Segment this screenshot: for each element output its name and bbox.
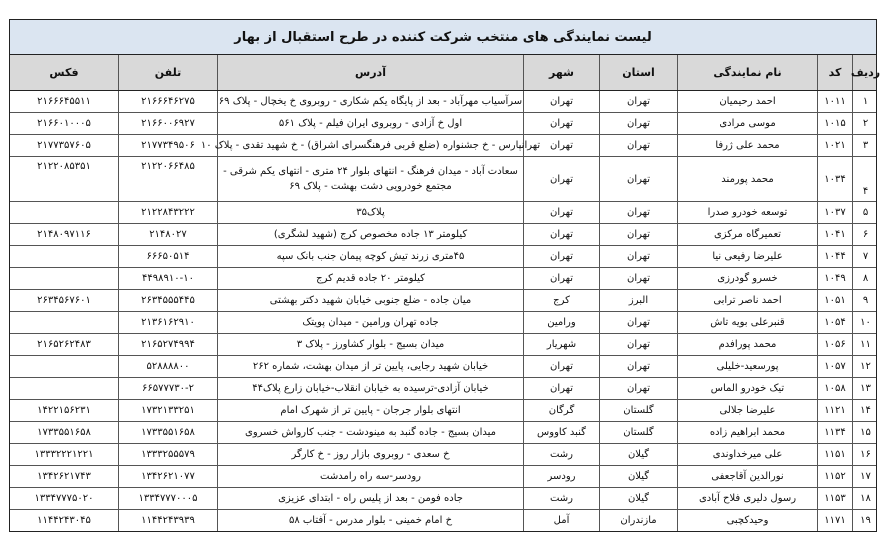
header-row: ردیف <box>850 66 881 79</box>
row-number-cell: ۱۳ <box>860 383 871 394</box>
code-cell: ۱۰۳۷ <box>818 202 853 223</box>
fax-cell: ۱۱۴۴۲۴۳۰۴۵ <box>10 510 119 531</box>
fax-cell: ۲۱۷۷۳۵۷۶۰۵ <box>10 135 119 156</box>
table-body <box>10 91 876 531</box>
row-number-cell: ۱۷ <box>860 471 871 482</box>
fax-cell: ۲۱۶۶۰۱۰۰۰۵ <box>10 113 119 134</box>
agency-cell: علیرضا جلالی <box>678 400 818 421</box>
table-row <box>10 202 876 224</box>
code-cell: ۱۱۷۱ <box>818 510 853 531</box>
address-cell: خیابان شهید رجایی، پایین تر از میدان بهشت، شماره ۲۶۲ <box>218 356 524 377</box>
address-cell: تهرانپارس - خ جشنواره (ضلع قربی فرهنگسرای اشراق) - خ شهید تقدی - پلاک ۱۰ <box>218 135 524 156</box>
code-cell: ۱۰۵۱ <box>818 290 853 311</box>
province-cell: گیلان <box>600 466 678 487</box>
city-cell: رشت <box>524 444 600 465</box>
table-row <box>10 91 876 113</box>
table-row <box>10 422 876 444</box>
agency-table <box>9 19 881 532</box>
city-cell: کرج <box>524 290 600 311</box>
province-cell: تهران <box>600 268 678 289</box>
row-number-cell: ۱۵ <box>860 427 871 438</box>
row-number-cell: ۱۲ <box>860 361 871 372</box>
table-row <box>10 157 876 202</box>
city-cell: شهریار <box>524 334 600 355</box>
phone-cell: ۲۱۶۶۶۴۶۲۷۵ <box>119 91 218 112</box>
address-cell: جاده تهران ورامین - میدان پویتک <box>218 312 524 333</box>
code-cell: ۱۰۱۵ <box>818 113 853 134</box>
row-number-cell: ۱۴ <box>860 405 871 416</box>
fax-cell <box>10 246 119 267</box>
table-row <box>10 400 876 422</box>
code-cell: ۱۰۵۷ <box>818 356 853 377</box>
agency-cell: وحیدکچبی <box>678 510 818 531</box>
agency-cell: محمد پورمند <box>678 157 818 201</box>
table-row <box>10 290 876 312</box>
address-cell: کیلومتر ۱۳ جاده مخصوص کرج (شهید لشگری) <box>218 224 524 245</box>
agency-cell: نورالدین آقاجعفی <box>678 466 818 487</box>
address-cell: خ امام خمینی - بلوار مدرس - آفتاب ۵۸ <box>218 510 524 531</box>
header-province: استان <box>600 55 678 90</box>
table-header-row <box>10 55 881 91</box>
code-cell: ۱۱۳۴ <box>818 422 853 443</box>
province-cell: البرز <box>600 290 678 311</box>
fax-cell: ۲۱۶۶۶۴۵۵۱۱ <box>10 91 119 112</box>
table-row <box>10 135 876 157</box>
fax-cell: ۱۳۴۲۶۲۱۷۴۳ <box>10 466 119 487</box>
code-cell: ۱۱۵۱ <box>818 444 853 465</box>
table-row <box>10 312 876 334</box>
province-cell: تهران <box>600 113 678 134</box>
table-row <box>10 444 876 466</box>
address-cell: پلاک۳۵ <box>218 202 524 223</box>
province-cell: تهران <box>600 224 678 245</box>
code-cell: ۱۰۲۱ <box>818 135 853 156</box>
phone-cell: ۲۱۶۶۰۰۶۹۲۷ <box>119 113 218 134</box>
province-cell: تهران <box>600 202 678 223</box>
header-city: شهر <box>524 55 600 90</box>
fax-cell: ۲۶۳۴۵۶۷۶۰۱ <box>10 290 119 311</box>
table-row <box>10 246 876 268</box>
province-cell: گلستان <box>600 400 678 421</box>
city-cell: رشت <box>524 488 600 509</box>
agency-cell: رسول دلیری فلاح آبادی <box>678 488 818 509</box>
address-cell: خیابان آزادی-ترسیده به خیابان انقلاب-خیابان زارع پلاک۴۴ <box>218 378 524 399</box>
address-cell: خ سعدی - روبروی بازار روز - خ کارگر <box>218 444 524 465</box>
phone-cell: ۲۱۳۶۱۶۲۹۱۰ <box>119 312 218 333</box>
city-cell: رودسر <box>524 466 600 487</box>
phone-cell: ۱۱۴۴۲۴۳۹۳۹ <box>119 510 218 531</box>
agency-cell: محمد پورافدم <box>678 334 818 355</box>
fax-cell <box>10 268 119 289</box>
province-cell: گیلان <box>600 488 678 509</box>
address-cell: میدان بسیج - بلوار کشاورز - پلاک ۳ <box>218 334 524 355</box>
code-cell: ۱۰۴۹ <box>818 268 853 289</box>
row-number-cell: ۳ <box>862 140 869 151</box>
table-title: لیست نمایندگی های منتخب شرکت کننده در طرح استقبال از بهار <box>10 20 876 55</box>
agency-cell: علیرضا رفیعی نیا <box>678 246 818 267</box>
row-number-cell: ۵ <box>862 207 869 218</box>
code-cell: ۱۱۵۲ <box>818 466 853 487</box>
table-row <box>10 356 876 378</box>
code-cell: ۱۰۵۴ <box>818 312 853 333</box>
fax-cell <box>10 356 119 377</box>
code-cell: ۱۰۴۴ <box>818 246 853 267</box>
fax-cell <box>10 202 119 223</box>
agency-cell: پورسعید-خلیلی <box>678 356 818 377</box>
header-code: کد <box>818 55 853 90</box>
code-cell: ۱۱۵۳ <box>818 488 853 509</box>
city-cell: تهران <box>524 268 600 289</box>
agency-cell: محمد علی ژرفا <box>678 135 818 156</box>
address-cell: رودسر-سه راه رامدشت <box>218 466 524 487</box>
province-cell: تهران <box>600 312 678 333</box>
fax-cell: ۱۳۳۳۲۲۲۱۲۲۱ <box>10 444 119 465</box>
code-cell: ۱۰۳۴ <box>818 157 853 201</box>
address-cell: انتهای بلوار جرجان - پایین تر از شهرک امام <box>218 400 524 421</box>
row-number-cell: ۴ <box>862 186 869 197</box>
city-cell: ورامین <box>524 312 600 333</box>
header-phone: تلفن <box>119 55 218 90</box>
province-cell: تهران <box>600 246 678 267</box>
address-cell: میان جاده - ضلع جنوبی خیابان شهید دکتر بهشتی <box>218 290 524 311</box>
fax-cell <box>10 378 119 399</box>
city-cell: تهران <box>524 378 600 399</box>
fax-cell: ۱۳۳۴۷۷۷۵۰۲۰ <box>10 488 119 509</box>
agency-cell: علی میرخداوندی <box>678 444 818 465</box>
header-fax: فکس <box>10 55 119 90</box>
fax-cell <box>10 312 119 333</box>
address-cell: سعادت آباد - میدان فرهنگ - انتهای بلوار ۲۴ متری - انتهای یکم شرقی - مجتمع خودرویی دشت بهشت - پلاک ۶۹ <box>218 157 524 201</box>
phone-cell: ۲۱۶۵۲۷۴۹۹۴ <box>119 334 218 355</box>
city-cell: تهران <box>524 224 600 245</box>
province-cell: تهران <box>600 135 678 156</box>
address-cell: ۴۵متری زرند تیش کوچه پیمان جنب بانک سپه <box>218 246 524 267</box>
province-cell: تهران <box>600 91 678 112</box>
row-number-cell: ۱۱ <box>860 339 871 350</box>
agency-cell: تعمیرگاه مرکزی <box>678 224 818 245</box>
phone-cell: ۶۶۵۷۷۷۳۰-۲ <box>119 378 218 399</box>
table-row <box>10 510 876 531</box>
fax-cell: ۱۷۳۳۵۵۱۶۵۸ <box>10 422 119 443</box>
table-row <box>10 113 876 135</box>
phone-cell: ۶۶۶۵۰۵۱۴ <box>119 246 218 267</box>
province-cell: تهران <box>600 157 678 201</box>
city-cell: تهران <box>524 356 600 377</box>
city-cell: تهران <box>524 113 600 134</box>
row-number-cell: ۱۰ <box>860 317 871 328</box>
table-row <box>10 488 876 510</box>
phone-cell: ۴۴۹۸۹۱۰-۱۰ <box>119 268 218 289</box>
code-cell: ۱۰۱۱ <box>818 91 853 112</box>
agency-cell: قنبرعلی بویه تاش <box>678 312 818 333</box>
city-cell: گرگان <box>524 400 600 421</box>
province-cell: تهران <box>600 378 678 399</box>
header-agency: نام نمایندگی <box>678 55 818 90</box>
city-cell: تهران <box>524 202 600 223</box>
row-number-cell: ۱۹ <box>860 515 871 526</box>
city-cell: تهران <box>524 157 600 201</box>
table-row <box>10 224 876 246</box>
agency-cell: تیک خودرو الماس <box>678 378 818 399</box>
address-cell: سرآسیاب مهرآباد - بعد از پایگاه یکم شکاری - روبروی خ یخچال - پلاک ۶۹ <box>218 91 524 112</box>
row-number-cell: ۱۸ <box>860 493 871 504</box>
phone-cell: ۱۳۳۳۲۵۵۵۷۹ <box>119 444 218 465</box>
code-cell: ۱۰۵۶ <box>818 334 853 355</box>
phone-cell: ۲۶۳۴۵۵۵۴۴۵ <box>119 290 218 311</box>
phone-cell: ۵۲۸۸۸۸۰۰ <box>119 356 218 377</box>
agency-cell: خسرو گودرزی <box>678 268 818 289</box>
address-cell: اول خ آزادی - روبروی ایران فیلم - پلاک ۵۶۱ <box>218 113 524 134</box>
header-address: آدرس <box>218 55 524 90</box>
phone-cell: ۱۳۴۲۶۲۱۰۷۷ <box>119 466 218 487</box>
row-number-cell: ۸ <box>862 273 869 284</box>
agency-cell: موسی مرادی <box>678 113 818 134</box>
city-cell: تهران <box>524 246 600 267</box>
table-row <box>10 334 876 356</box>
code-cell: ۱۰۵۸ <box>818 378 853 399</box>
code-cell: ۱۱۲۱ <box>818 400 853 421</box>
row-number-cell: ۷ <box>862 251 869 262</box>
row-number-cell: ۱ <box>862 96 869 107</box>
phone-cell: ۱۷۳۲۱۳۳۲۵۱ <box>119 400 218 421</box>
phone-cell: ۲۱۲۲۰۶۶۴۸۵ <box>119 157 218 201</box>
row-number-cell: ۱۶ <box>860 449 871 460</box>
city-cell: تهران <box>524 91 600 112</box>
table-row <box>10 378 876 400</box>
agency-cell: احمد ناصر ترابی <box>678 290 818 311</box>
table-row <box>10 466 876 488</box>
fax-cell: ۱۴۲۲۱۵۶۲۳۱ <box>10 400 119 421</box>
row-number-cell: ۲ <box>862 118 869 129</box>
province-cell: گلستان <box>600 422 678 443</box>
province-cell: تهران <box>600 334 678 355</box>
province-cell: مازندران <box>600 510 678 531</box>
agency-cell: محمد ابراهیم زاده <box>678 422 818 443</box>
agency-cell: احمد رحیمیان <box>678 91 818 112</box>
row-number-cell: ۶ <box>862 229 869 240</box>
address-cell: کیلومتر ۲۰ جاده قدیم کرج <box>218 268 524 289</box>
row-number-cell: ۹ <box>862 295 869 306</box>
phone-cell: ۲۱۷۷۳۴۹۵۰۶ <box>119 135 218 156</box>
city-cell: آمل <box>524 510 600 531</box>
city-cell: گنبد کاووس <box>524 422 600 443</box>
province-cell: تهران <box>600 356 678 377</box>
fax-cell: ۲۱۴۸۰۹۷۱۱۶ <box>10 224 119 245</box>
address-cell: میدان بسیج - جاده گنبد به مینودشت - جنب کارواش خسروی <box>218 422 524 443</box>
phone-cell: ۱۷۳۳۵۵۱۶۵۸ <box>119 422 218 443</box>
phone-cell: ۲۱۲۲۸۴۳۲۲۲ <box>119 202 218 223</box>
fax-cell: ۲۱۶۵۲۶۲۴۸۳ <box>10 334 119 355</box>
code-cell: ۱۰۴۱ <box>818 224 853 245</box>
phone-cell: ۲۱۴۸۰۲۷ <box>119 224 218 245</box>
province-cell: گیلان <box>600 444 678 465</box>
table-row <box>10 268 876 290</box>
agency-cell: توسعه خودرو صدرا <box>678 202 818 223</box>
city-cell: تهران <box>524 135 600 156</box>
phone-cell: ۱۳۳۴۷۷۷۰۰۰۵ <box>119 488 218 509</box>
fax-cell: ۲۱۲۲۰۸۵۳۵۱ <box>10 157 119 201</box>
address-cell: جاده فومن - بعد از پلیس راه - ابتدای عزیزی <box>218 488 524 509</box>
